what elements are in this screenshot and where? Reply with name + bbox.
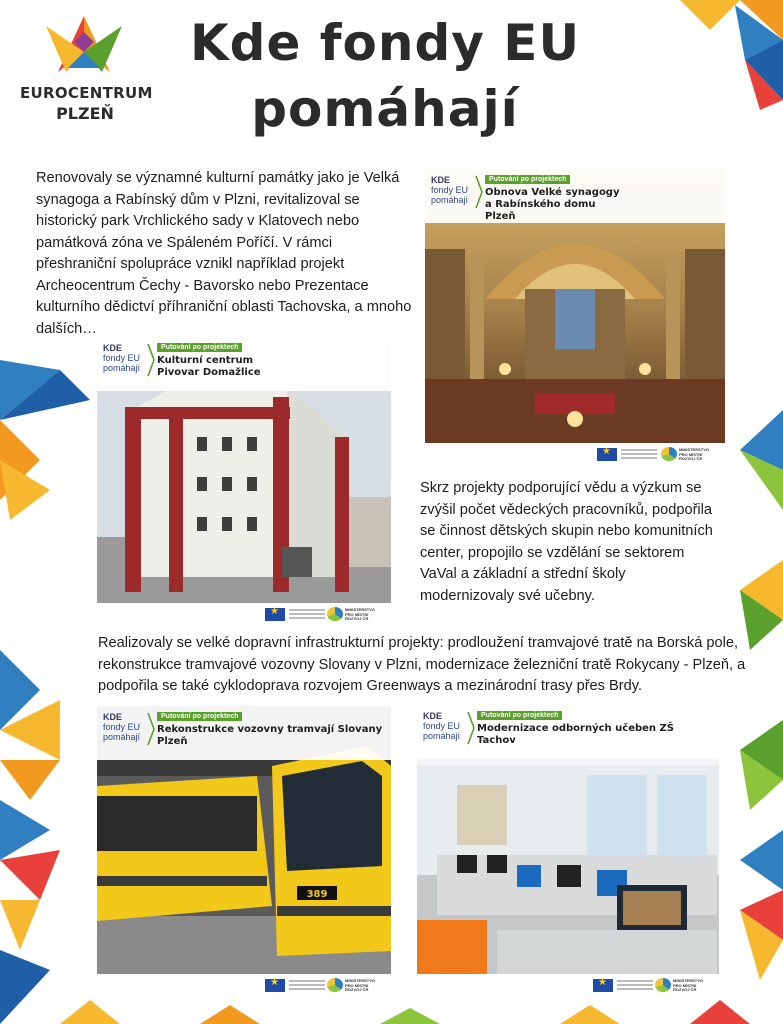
kde-fondy-badge: KDE fondy EU pomáhají [423, 711, 461, 741]
ministry-text: MINISTERSTVO PRO MÍSTNÍ ROZVOJ ČR [345, 607, 376, 621]
kde-fondy-badge: KDE fondy EU pomáhají [431, 175, 469, 205]
eu-funding-text [289, 609, 325, 611]
kde-fondy-badge: KDE fondy EU pomáhají [103, 712, 141, 742]
kde-fondy-badge: KDE fondy EU pomáhají [103, 343, 141, 373]
ministry-logo-icon [327, 607, 343, 621]
card-footer [97, 974, 391, 998]
science-paragraph: Skrz projekty podporující vědu a výzkum se zvýšil počet vědeckých pracovníků, podpořila se činnost dětských skupin nebo komunitních center, propojilo se vzdělání se sektorem VaVal a základní a střední školy modernizovaly své učebny. [420, 480, 713, 604]
eurocentrum-logo [20, 12, 153, 127]
card-school [417, 705, 719, 998]
eu-flag-icon [593, 979, 613, 992]
card-brewery [97, 337, 391, 627]
ministry-text: MINISTERSTVO PRO MÍSTNÍ ROZVOJ ČR [673, 978, 704, 992]
ministry-logo-icon [655, 978, 671, 992]
card-title: Kulturní centrum Pivovar Domažlice [157, 355, 261, 378]
transport-paragraph: Realizovaly se velké dopravní infrastrukturní projekty: prodloužení tramvajové tratě na Borská pole, rekonstrukce tramvajové vozovny Slovany v Plzni, modernizace železniční tratě Rokycany - Plzeň, a podpořila se také cyklodoprava rozvojem Greenways a mezinárodní trasy přes Brdy. [98, 635, 746, 694]
project-tag: Putování po projektech [485, 175, 570, 184]
card-footer [417, 974, 719, 998]
ministry-text: MINISTERSTVO PRO MÍSTNÍ ROZVOJ ČR [679, 447, 710, 461]
card-header [97, 706, 391, 760]
culture-paragraph: Renovovaly se významné kulturní památky jako je Velká synagoga a Rabínský dům v Plzni, revitalizoval se historický park Vrchlického sady v Klatovech nebo památková zóna ve Spáleném Poříčí. V rámci přeshraniční spolupráce vznikl například projekt Archeocentrum Čechy - Bavorsko nebo Prezentace kulturního dědictví příhraniční oblasti Tachovska, a mnoho dalších… [36, 170, 412, 337]
eu-funding-text [289, 980, 325, 982]
card-title: Modernizace odborných učeben ZŠ Tachov [477, 723, 674, 746]
logo-star-icon [46, 12, 122, 76]
title-line2: pomáhají [251, 80, 519, 138]
ministry-logo-icon [661, 447, 677, 461]
card-header [425, 169, 725, 223]
card-title: Obnova Velké synagogy a Rabínského domu Plzeň [485, 187, 620, 222]
eu-funding-text [621, 449, 657, 451]
card-footer [97, 603, 391, 627]
card-title: Rekonstrukce vozovny tramvají Slovany Plzeň [157, 724, 383, 747]
card-header [417, 705, 719, 759]
page-title [170, 10, 600, 142]
project-tag: Putování po projektech [157, 712, 242, 721]
card-synagogue [425, 169, 725, 467]
title-line1: Kde fondy EU [189, 14, 581, 72]
tram-number: 389 [306, 889, 328, 900]
eu-funding-text [617, 980, 653, 982]
ministry-logo-icon [327, 978, 343, 992]
project-tag: Putování po projektech [157, 343, 242, 352]
chevron-right-icon [147, 343, 155, 377]
logo-text-line1: EUROCENTRUM [20, 84, 153, 102]
ministry-text: MINISTERSTVO PRO MÍSTNÍ ROZVOJ ČR [345, 978, 376, 992]
eu-flag-icon [597, 448, 617, 461]
eu-flag-icon [265, 608, 285, 621]
card-footer [425, 443, 725, 467]
card-tram [97, 706, 391, 998]
chevron-right-icon [475, 175, 483, 209]
card-header [97, 337, 391, 391]
eu-flag-icon [265, 979, 285, 992]
chevron-right-icon [467, 711, 475, 745]
project-tag: Putování po projektech [477, 711, 562, 720]
logo-text-line2: PLZEŇ [56, 104, 114, 123]
chevron-right-icon [147, 712, 155, 746]
